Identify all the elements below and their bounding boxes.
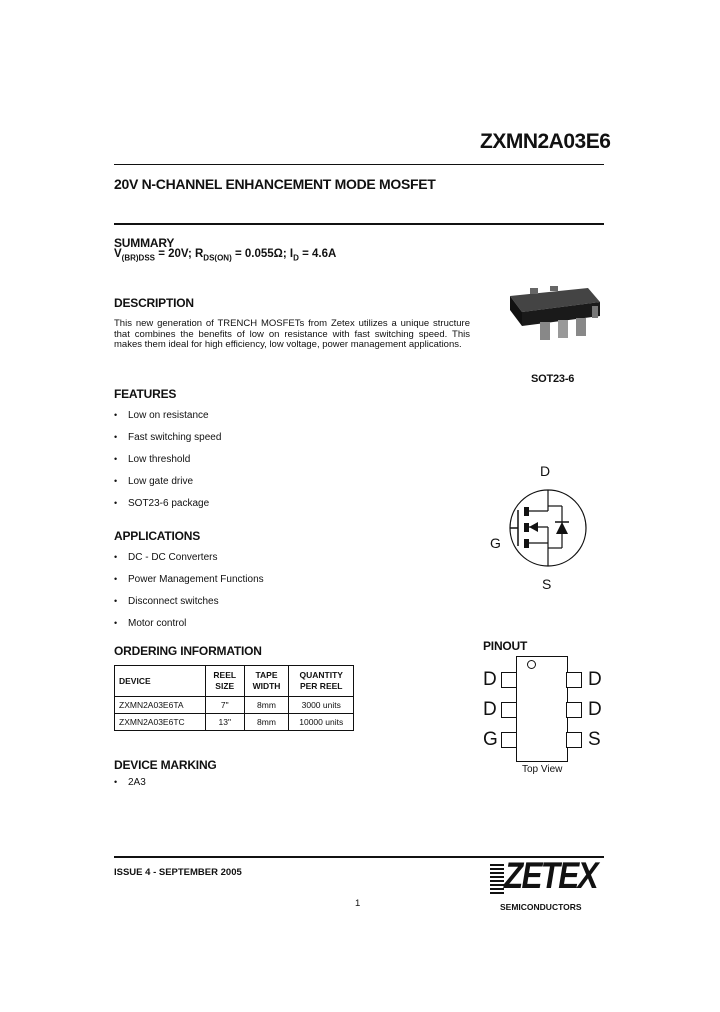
list-item: • 2A3 bbox=[114, 777, 146, 799]
list-item: • SOT23-6 package bbox=[114, 498, 221, 520]
symbol-source-label: S bbox=[542, 576, 552, 592]
list-item: • Disconnect switches bbox=[114, 596, 264, 618]
pin-label-right-2: D bbox=[588, 699, 602, 720]
description-text: This new generation of TRENCH MOSFETs from Zetex utilizes a unique structure that combines the benefits of low on resistance with fast switching speed. This makes them ideal for high efficiency, low voltage, power management applications. bbox=[114, 318, 470, 350]
list-item: • Low threshold bbox=[114, 454, 221, 476]
id-symbol: I bbox=[289, 248, 294, 260]
list-item: • Low gate drive bbox=[114, 476, 221, 498]
table-row bbox=[115, 714, 354, 731]
pin-label-left-1: D bbox=[483, 669, 497, 690]
description-heading: DESCRIPTION bbox=[114, 296, 194, 310]
pin-pad bbox=[501, 672, 517, 688]
id-subscript: D bbox=[293, 253, 299, 263]
features-list bbox=[114, 410, 221, 520]
ordering-table bbox=[114, 665, 354, 731]
cell-quantity: 3000 units bbox=[289, 697, 354, 714]
cell-tape-width: 8mm bbox=[244, 697, 289, 714]
pin-label-right-1: D bbox=[588, 669, 602, 690]
package-label: SOT23-6 bbox=[531, 373, 575, 385]
cell-reel-size: 13" bbox=[205, 714, 244, 731]
vbrdss-symbol: V bbox=[114, 248, 122, 260]
pin-pad bbox=[566, 732, 582, 748]
mosfet-symbol bbox=[506, 486, 590, 570]
cell-device: ZXMN2A03E6TA bbox=[115, 697, 206, 714]
pin1-marker bbox=[527, 660, 536, 669]
col-quantity: QUANTITY PER REEL bbox=[289, 666, 354, 697]
id-value: = 4.6A bbox=[298, 248, 337, 260]
rdson-symbol: R bbox=[194, 248, 204, 260]
logo-stripes bbox=[490, 864, 504, 894]
rdson-subscript: DS(ON) bbox=[203, 253, 232, 263]
features-heading: FEATURES bbox=[114, 387, 177, 401]
cell-tape-width: 8mm bbox=[244, 714, 289, 731]
pin-pad bbox=[566, 672, 582, 688]
list-item: • DC - DC Converters bbox=[114, 552, 264, 574]
applications-heading: APPLICATIONS bbox=[114, 529, 201, 543]
list-item: • Power Management Functions bbox=[114, 574, 264, 596]
page-number: 1 bbox=[355, 898, 361, 909]
vbrdss-value: = 20V; bbox=[155, 248, 195, 260]
part-number: ZXMN2A03E6 bbox=[480, 130, 611, 153]
pin-label-left-3: G bbox=[483, 729, 498, 750]
logo-subtitle: SEMICONDUCTORS bbox=[500, 902, 582, 912]
list-item: • Motor control bbox=[114, 618, 264, 640]
rdson-value: = 0.055Ω; bbox=[231, 248, 290, 260]
sot23-package-image bbox=[500, 284, 610, 354]
zetex-logo bbox=[490, 855, 604, 898]
col-reel-size: REEL SIZE bbox=[205, 666, 244, 697]
symbol-gate-label: G bbox=[490, 535, 501, 551]
cell-device: ZXMN2A03E6TC bbox=[115, 714, 206, 731]
pin-label-right-3: S bbox=[588, 729, 601, 750]
issue-label: ISSUE 4 - SEPTEMBER 2005 bbox=[114, 867, 242, 878]
pinout-package-body bbox=[516, 656, 568, 762]
logo-text: ZETEX bbox=[504, 855, 597, 896]
cell-reel-size: 7" bbox=[205, 697, 244, 714]
pin-pad bbox=[501, 732, 517, 748]
summary-specs bbox=[114, 248, 336, 262]
pinout-heading: PINOUT bbox=[483, 639, 528, 653]
marking-list bbox=[114, 777, 146, 799]
col-device: DEVICE bbox=[115, 666, 206, 697]
table-row bbox=[115, 697, 354, 714]
title-rule bbox=[114, 223, 604, 225]
summary-heading: SUMMARY bbox=[114, 236, 175, 250]
list-item: • Fast switching speed bbox=[114, 432, 221, 454]
table-header-row bbox=[115, 666, 354, 697]
pin-label-left-2: D bbox=[483, 699, 497, 720]
list-item: • Low on resistance bbox=[114, 410, 221, 432]
symbol-drain-label: D bbox=[540, 463, 551, 479]
marking-heading: DEVICE MARKING bbox=[114, 758, 217, 772]
cell-quantity: 10000 units bbox=[289, 714, 354, 731]
ordering-heading: ORDERING INFORMATION bbox=[114, 644, 262, 658]
pin-pad bbox=[566, 702, 582, 718]
vbrdss-subscript: (BR)DSS bbox=[121, 253, 156, 263]
top-view-label: Top View bbox=[522, 764, 563, 775]
header-rule bbox=[114, 164, 604, 165]
document-title: 20V N-CHANNEL ENHANCEMENT MODE MOSFET bbox=[114, 176, 436, 192]
applications-list bbox=[114, 552, 264, 640]
pin-pad bbox=[501, 702, 517, 718]
col-tape-width: TAPE WIDTH bbox=[244, 666, 289, 697]
